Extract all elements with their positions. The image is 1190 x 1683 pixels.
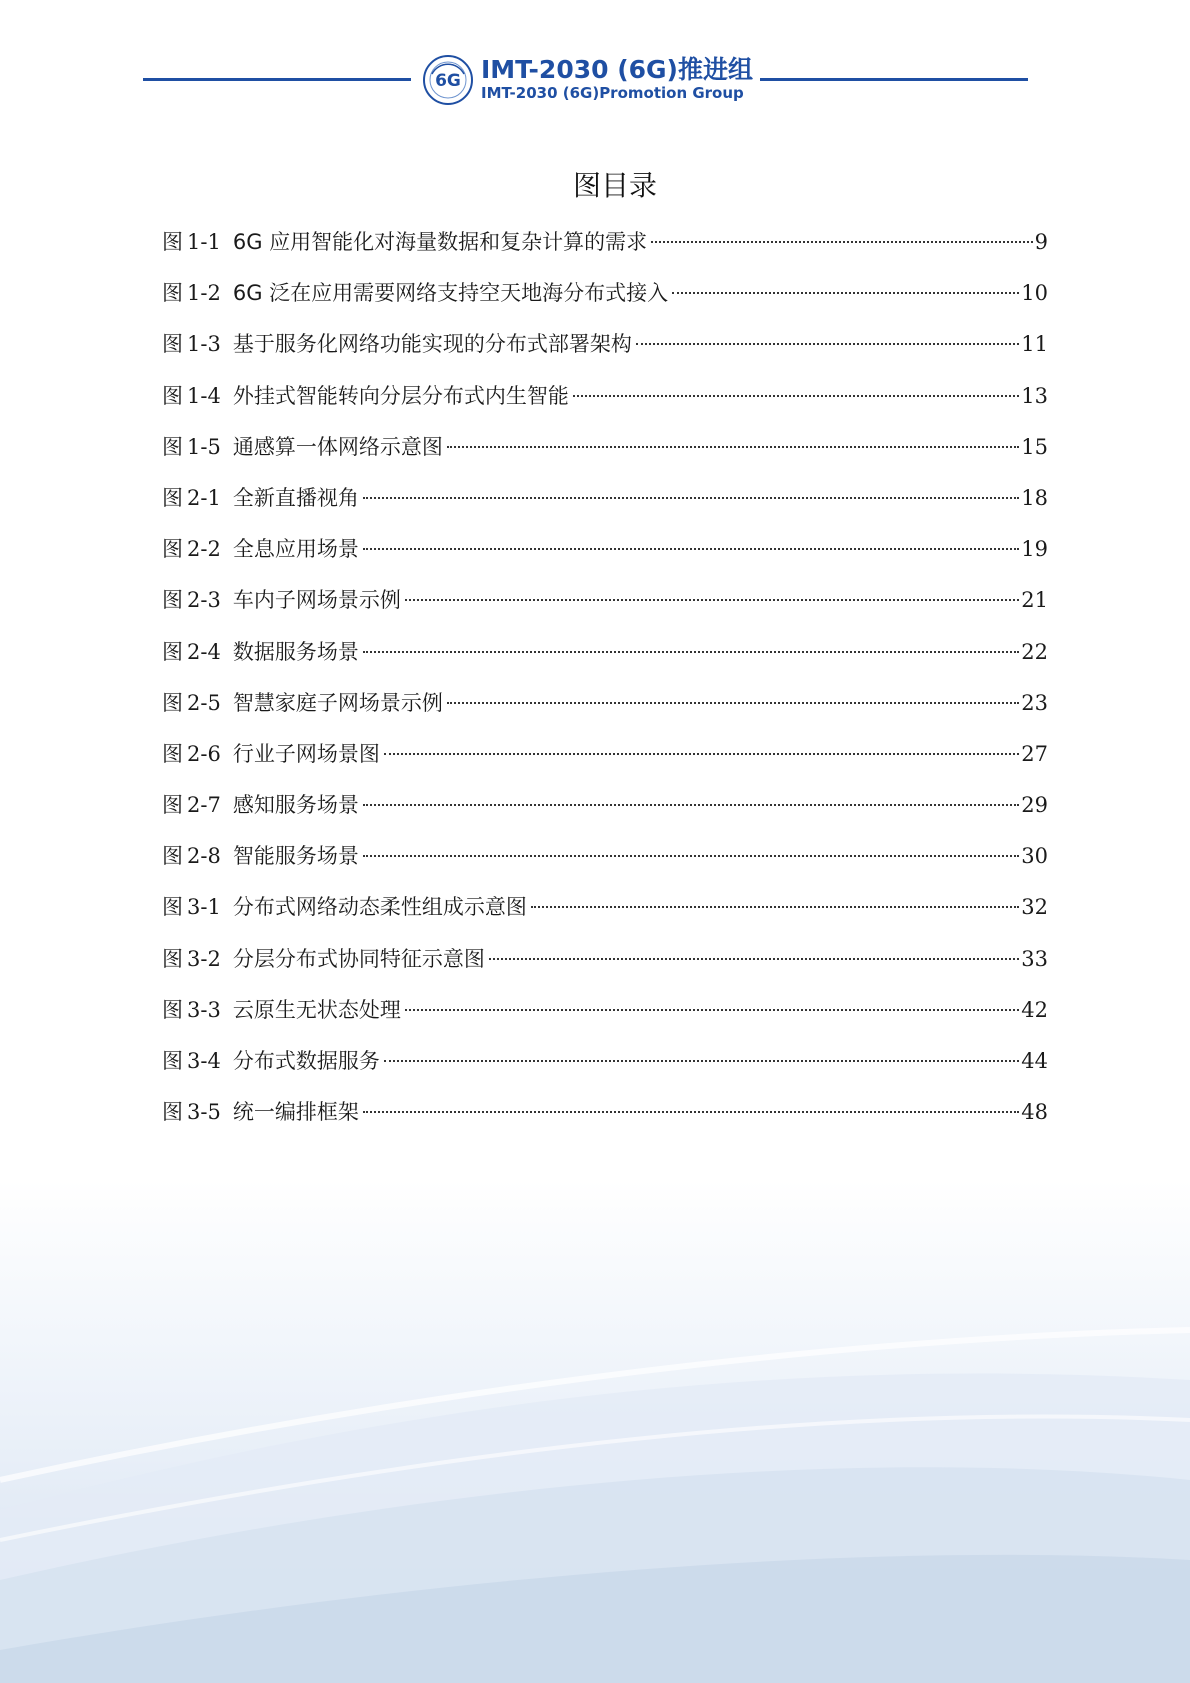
toc-entry-title: 数据服务场景 (232, 639, 359, 664)
imt-2030-logo-icon (422, 54, 474, 106)
header-rule-left (143, 78, 411, 81)
toc-entry-title: 感知服务场景 (232, 793, 359, 818)
header-rule-right (760, 78, 1028, 81)
toc-leader-dots (447, 446, 1019, 448)
toc-entry-prefix: 图 (162, 230, 183, 254)
toc-leader-dots (672, 292, 1019, 294)
toc-entry-number: 1-5 (187, 434, 221, 459)
toc-entry-label (162, 478, 359, 518)
toc-entry-page: 15 (1021, 434, 1048, 459)
toc-entry-title: 统一编排框架 (232, 1100, 359, 1125)
toc-entry-label (162, 785, 359, 825)
page-header (0, 0, 1190, 120)
toc-entry-prefix: 图 (162, 281, 183, 306)
toc-entry-number: 2-6 (187, 741, 221, 766)
toc-entry-page: 30 (1021, 844, 1048, 869)
toc-leader-dots (489, 958, 1019, 960)
toc-entry-title: 智慧家庭子网场景示例 (232, 690, 443, 715)
toc-entry-number: 2-8 (187, 844, 221, 869)
toc-entry-page: 32 (1021, 895, 1048, 920)
toc-leader-dots (363, 651, 1019, 653)
toc-entry-number: 3-5 (187, 1100, 221, 1125)
toc-entry-number: 2-1 (187, 485, 221, 510)
toc-leader-dots (447, 702, 1019, 704)
toc-entry-number: 3-4 (187, 1049, 221, 1073)
toc-entry-label (162, 990, 401, 1030)
toc-entry[interactable] (162, 376, 1048, 427)
toc-entry-prefix: 图 (162, 383, 183, 408)
toc-entry[interactable] (162, 324, 1048, 375)
toc-entry[interactable] (162, 887, 1048, 938)
toc-entry-number: 3-2 (187, 946, 221, 971)
toc-entry[interactable] (162, 478, 1048, 529)
toc-leader-dots (573, 395, 1019, 397)
toc-entry-prefix: 图 (162, 1100, 183, 1125)
toc-entry[interactable] (162, 222, 1048, 273)
toc-entry-page: 42 (1021, 997, 1048, 1022)
toc-entry[interactable] (162, 836, 1048, 887)
toc-entry-number: 2-4 (187, 639, 221, 664)
toc-entry-label (162, 580, 401, 620)
toc-leader-dots (363, 855, 1019, 857)
toc-entry-prefix: 图 (162, 741, 183, 766)
toc-entry-page: 27 (1021, 741, 1048, 766)
toc-entry-title: 行业子网场景图 (232, 741, 380, 766)
background-wave-decoration (0, 1180, 1190, 1683)
logo-subtitle: IMT-2030 (6G)Promotion Group (481, 84, 744, 102)
toc-entry-page: 23 (1021, 690, 1048, 715)
toc-leader-dots (405, 599, 1019, 601)
toc-entry-number: 3-1 (187, 895, 221, 920)
toc-entry-prefix: 图 (162, 895, 183, 920)
toc-entry-title: 外挂式智能转向分层分布式内生智能 (232, 383, 569, 408)
toc-entry-page: 48 (1021, 1100, 1048, 1125)
toc-entry-page: 21 (1021, 588, 1048, 613)
toc-entry-prefix: 图 (162, 588, 183, 613)
toc-entry-title: 云原生无状态处理 (232, 997, 401, 1022)
toc-entry-number: 1-2 (187, 281, 221, 306)
toc-entry-number: 2-3 (187, 588, 221, 613)
toc-entry-label (162, 273, 668, 313)
page-title: 图目录 (572, 169, 657, 202)
toc-entry-title: 全息应用场景 (232, 537, 359, 562)
toc-entry-label (162, 632, 359, 672)
toc-entry-number: 1-1 (187, 230, 221, 254)
toc-entry-prefix: 图 (162, 1049, 183, 1073)
toc-entry-title: 分层分布式协同特征示意图 (232, 946, 485, 971)
figure-list (162, 222, 1048, 1143)
toc-entry[interactable] (162, 734, 1048, 785)
toc-leader-dots (405, 1009, 1019, 1011)
toc-entry-title: 6G 泛在应用需要网络支持空天地海分布式接入 (232, 281, 669, 306)
toc-entry-title: 通感算一体网络示意图 (232, 434, 443, 459)
toc-entry-number: 2-7 (187, 793, 221, 818)
toc-entry[interactable] (162, 632, 1048, 683)
toc-entry-prefix: 图 (162, 639, 183, 664)
toc-entry-title: 分布式网络动态柔性组成示意图 (232, 895, 527, 920)
toc-leader-dots (363, 1111, 1019, 1113)
toc-entry-prefix: 图 (162, 844, 183, 869)
toc-entry[interactable] (162, 427, 1048, 478)
toc-leader-dots (531, 906, 1019, 908)
toc-entry-label (162, 222, 647, 262)
toc-entry-page: 10 (1021, 281, 1048, 306)
toc-entry-page: 13 (1021, 383, 1048, 408)
toc-entry-label (162, 529, 359, 569)
toc-entry[interactable] (162, 683, 1048, 734)
toc-entry-number: 3-3 (187, 997, 221, 1022)
toc-entry-number: 1-3 (187, 332, 221, 357)
toc-entry[interactable] (162, 273, 1048, 324)
toc-entry-title: 6G 应用智能化对海量数据和复杂计算的需求 (232, 230, 648, 254)
toc-leader-dots (363, 548, 1019, 550)
toc-entry[interactable] (162, 580, 1048, 631)
toc-entry-number: 2-5 (187, 690, 221, 715)
toc-entry-page: 18 (1021, 485, 1048, 510)
toc-entry-label (162, 887, 527, 927)
toc-entry-label (162, 939, 485, 979)
toc-entry-title: 分布式数据服务 (232, 1049, 380, 1073)
toc-entry-page: 44 (1021, 1049, 1048, 1073)
toc-entry-label (162, 1092, 359, 1132)
toc-entry-title: 全新直播视角 (232, 485, 359, 510)
toc-entry-number: 2-2 (187, 537, 221, 562)
toc-entry[interactable] (162, 990, 1048, 1041)
toc-entry[interactable] (162, 939, 1048, 990)
toc-entry-title: 车内子网场景示例 (232, 588, 401, 613)
toc-entry-label (162, 427, 443, 467)
toc-entry-page: 11 (1021, 332, 1048, 357)
toc-leader-dots (384, 1060, 1019, 1062)
toc-entry-prefix: 图 (162, 485, 183, 510)
toc-entry-prefix: 图 (162, 690, 183, 715)
toc-leader-dots (363, 497, 1019, 499)
toc-leader-dots (651, 241, 1032, 243)
toc-leader-dots (384, 753, 1019, 755)
toc-entry-prefix: 图 (162, 946, 183, 971)
logo-mark: 6G (435, 71, 461, 91)
toc-entry-page: 29 (1021, 793, 1048, 818)
toc-leader-dots (363, 804, 1019, 806)
toc-entry-label (162, 1041, 380, 1081)
toc-leader-dots (636, 343, 1019, 345)
toc-entry-prefix: 图 (162, 332, 183, 357)
toc-entry-prefix: 图 (162, 537, 183, 562)
toc-entry-label (162, 376, 569, 416)
toc-entry-page: 33 (1021, 946, 1048, 971)
toc-entry-page: 9 (1034, 230, 1048, 254)
toc-entry-label (162, 734, 380, 774)
toc-entry-label (162, 324, 632, 364)
toc-entry-label (162, 683, 443, 723)
logo-title: IMT-2030 (6G)推进组 (481, 55, 753, 84)
toc-entry-label (162, 836, 359, 876)
logo-text (481, 56, 753, 102)
toc-entry[interactable] (162, 529, 1048, 580)
toc-entry[interactable] (162, 1041, 1048, 1092)
toc-entry-prefix: 图 (162, 434, 183, 459)
toc-entry-title: 智能服务场景 (232, 844, 359, 869)
toc-entry[interactable] (162, 785, 1048, 836)
toc-entry-prefix: 图 (162, 997, 183, 1022)
toc-entry-number: 1-4 (187, 383, 221, 408)
toc-entry-prefix: 图 (162, 793, 183, 818)
toc-entry[interactable] (162, 1092, 1048, 1143)
toc-entry-page: 22 (1021, 639, 1048, 664)
toc-entry-page: 19 (1021, 537, 1048, 562)
toc-entry-title: 基于服务化网络功能实现的分布式部署架构 (232, 332, 632, 357)
